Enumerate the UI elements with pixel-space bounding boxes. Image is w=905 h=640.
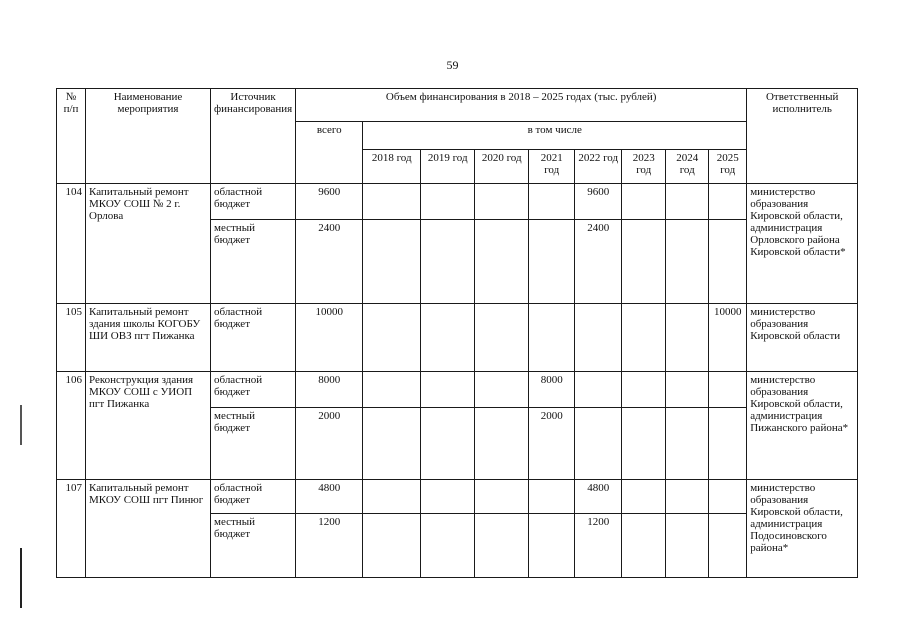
- year-value: [575, 408, 622, 480]
- year-value: [475, 480, 529, 514]
- executor: министерство образования Кировской области, администрация Орловского района Кировской области*: [747, 184, 858, 304]
- year-value: [363, 480, 421, 514]
- year-value: [475, 372, 529, 408]
- year-value: [709, 408, 747, 480]
- year-value: [475, 184, 529, 220]
- row-number: 106: [57, 372, 86, 480]
- year-value: [622, 220, 666, 304]
- funding-source: областной бюджет: [211, 372, 296, 408]
- year-value: [666, 372, 709, 408]
- row-number: 104: [57, 184, 86, 304]
- year-value: [622, 408, 666, 480]
- year-value: [475, 220, 529, 304]
- header-name: Наименование мероприятия: [86, 89, 211, 184]
- year-value: [363, 184, 421, 220]
- year-value: [709, 372, 747, 408]
- year-value: [666, 220, 709, 304]
- header-year: 2022 год: [575, 150, 622, 184]
- year-value: [363, 304, 421, 372]
- header-total: всего: [296, 122, 363, 184]
- header-year: 2019 год: [421, 150, 475, 184]
- total-value: 1200: [296, 514, 363, 578]
- year-value: [421, 304, 475, 372]
- page-number: 59: [446, 58, 459, 72]
- year-value: [529, 514, 575, 578]
- financing-table: [56, 88, 858, 578]
- total-value: 2000: [296, 408, 363, 480]
- funding-source: областной бюджет: [211, 184, 296, 220]
- year-value: [421, 514, 475, 578]
- table-row: [57, 304, 858, 372]
- year-value: [475, 514, 529, 578]
- year-value: [363, 220, 421, 304]
- year-value: [622, 514, 666, 578]
- header-year: 2024 год: [666, 150, 709, 184]
- year-value: [475, 408, 529, 480]
- header-source: Источник финансирования: [211, 89, 296, 184]
- scan-margin-bar: [20, 548, 22, 608]
- total-value: 10000: [296, 304, 363, 372]
- year-value: 2400: [575, 220, 622, 304]
- header-including: в том числе: [363, 122, 747, 150]
- year-value: [421, 220, 475, 304]
- measure-name: Реконструкция здания МКОУ СОШ с УИОП пгт Пижанка: [86, 372, 211, 480]
- year-value: [622, 304, 666, 372]
- row-number: 107: [57, 480, 86, 578]
- header-num: № п/п: [57, 89, 86, 184]
- funding-source: областной бюджет: [211, 304, 296, 372]
- measure-name: Капитальный ремонт здания школы КОГОБУ ШИ ОВЗ пгт Пижанка: [86, 304, 211, 372]
- header-year: 2018 год: [363, 150, 421, 184]
- year-value: [575, 304, 622, 372]
- year-value: [622, 480, 666, 514]
- measure-name: Капитальный ремонт МКОУ СОШ пгт Пинюг: [86, 480, 211, 578]
- year-value: [666, 514, 709, 578]
- year-value: [529, 304, 575, 372]
- header-year: 2023 год: [622, 150, 666, 184]
- header-year: 2021 год: [529, 150, 575, 184]
- executor: министерство образования Кировской области, администрация Пижанского района*: [747, 372, 858, 480]
- year-value: [529, 220, 575, 304]
- funding-source: областной бюджет: [211, 480, 296, 514]
- table-row: [57, 184, 858, 220]
- table-row: [57, 480, 858, 514]
- year-value: [421, 184, 475, 220]
- year-value: 9600: [575, 184, 622, 220]
- year-value: [363, 408, 421, 480]
- year-value: [709, 184, 747, 220]
- year-value: [575, 372, 622, 408]
- year-value: 1200: [575, 514, 622, 578]
- total-value: 2400: [296, 220, 363, 304]
- funding-source: местный бюджет: [211, 514, 296, 578]
- year-value: [421, 408, 475, 480]
- header-year: 2025 год: [709, 150, 747, 184]
- total-value: 9600: [296, 184, 363, 220]
- executor: министерство образования Кировской области: [747, 304, 858, 372]
- header-executor: Ответственный исполнитель: [747, 89, 858, 184]
- funding-source: местный бюджет: [211, 220, 296, 304]
- year-value: [475, 304, 529, 372]
- executor: министерство образования Кировской области, администрация Подосиновского района*: [747, 480, 858, 578]
- year-value: 4800: [575, 480, 622, 514]
- year-value: [529, 480, 575, 514]
- header-volume: Объем финансирования в 2018 – 2025 годах (тыс. рублей): [296, 89, 747, 122]
- year-value: [709, 220, 747, 304]
- header-year: 2020 год: [475, 150, 529, 184]
- year-value: [421, 372, 475, 408]
- measure-name: Капитальный ремонт МКОУ СОШ № 2 г. Орлова: [86, 184, 211, 304]
- year-value: [421, 480, 475, 514]
- year-value: [666, 184, 709, 220]
- year-value: [363, 372, 421, 408]
- year-value: [666, 480, 709, 514]
- total-value: 8000: [296, 372, 363, 408]
- year-value: 10000: [709, 304, 747, 372]
- row-number: 105: [57, 304, 86, 372]
- year-value: [363, 514, 421, 578]
- year-value: 8000: [529, 372, 575, 408]
- year-value: [709, 514, 747, 578]
- year-value: [666, 304, 709, 372]
- scan-margin-mark: [20, 405, 22, 445]
- year-value: [709, 480, 747, 514]
- table-row: [57, 372, 858, 408]
- year-value: [529, 184, 575, 220]
- year-value: 2000: [529, 408, 575, 480]
- year-value: [622, 372, 666, 408]
- total-value: 4800: [296, 480, 363, 514]
- funding-source: местный бюджет: [211, 408, 296, 480]
- year-value: [622, 184, 666, 220]
- year-value: [666, 408, 709, 480]
